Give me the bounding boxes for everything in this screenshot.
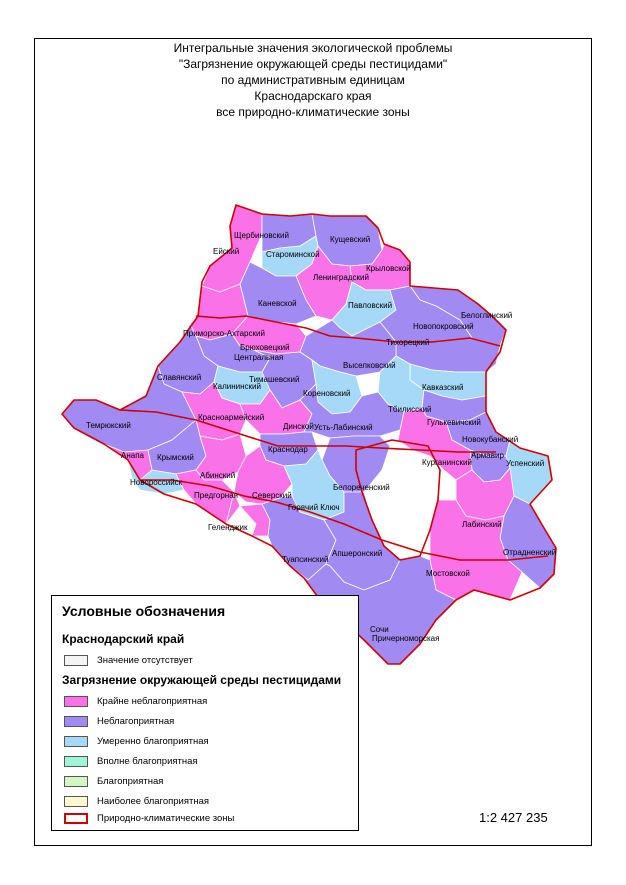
district-29-label: Успенский	[506, 459, 545, 468]
district-24-label: Динской	[283, 422, 314, 431]
legend-label-extreme: Крайне неблагоприятная	[97, 695, 208, 707]
district-11-label: Брюховецкий	[240, 343, 290, 352]
district-40-label: Геленджик	[208, 523, 248, 532]
legend-row-fully	[64, 754, 198, 768]
district-21-label: Гулькевичский	[427, 418, 481, 427]
district-13-label: Центральная	[234, 353, 284, 362]
legend-title: Условные обозначения	[62, 603, 226, 619]
legend	[51, 595, 359, 831]
legend-swatch-no-value	[64, 655, 88, 666]
district-8-label: Белоглинский	[461, 311, 513, 320]
district-26-label: Новокубанский	[462, 435, 519, 444]
legend-swatch-moderate	[64, 736, 88, 747]
district-28-label: Армавир	[471, 451, 504, 460]
district-19-label: Кореновский	[303, 389, 351, 398]
legend-row-best	[64, 794, 209, 808]
scale-label: 1:2 427 235	[479, 810, 548, 825]
district-9-label: Новопокровский	[413, 322, 474, 331]
legend-row-moderate	[64, 734, 209, 748]
legend-swatch-favorable	[64, 776, 88, 787]
district-39-label: Лабинский	[462, 520, 502, 529]
district-7-label: Павловский	[348, 301, 393, 310]
district-42-label: Туапсинский	[282, 555, 329, 564]
district-30-label: Анапа	[121, 451, 144, 460]
legend-pesticide-heading: Загрязнение окружающей среды пестицидами	[62, 673, 342, 687]
district-1-label: Щербиновский	[234, 231, 289, 240]
legend-label-no-value: Значение отсутствует	[97, 654, 193, 666]
district-25-label: Усть-Лабинский	[314, 423, 373, 432]
district-20-label: Тбилисский	[388, 405, 432, 414]
legend-label-best: Наиболее благоприятная	[97, 795, 210, 807]
legend-swatch-fully	[64, 756, 88, 767]
district-6-label: Каневской	[258, 299, 297, 308]
district-17-label: Выселковский	[343, 361, 396, 370]
district-5-label: Ленинградский	[313, 273, 369, 282]
district-0-label: Ейский	[213, 247, 240, 256]
district-2-label: Кущевский	[330, 235, 371, 244]
district-22-label: Темрюкский	[86, 421, 131, 430]
district-35-label: Белореченский	[333, 483, 390, 492]
legend-label-moderate: Умеренно благоприятная	[97, 735, 209, 747]
district-33-label: Новороссийск	[130, 478, 183, 487]
legend-row-extreme	[64, 694, 207, 708]
district-46-label: Причерноморская	[372, 634, 440, 643]
legend-swatch-best	[64, 796, 88, 807]
district-37-label: Северский	[252, 491, 292, 500]
legend-label-favorable: Благоприятная	[97, 775, 164, 787]
legend-region-heading: Краснодарский край	[62, 632, 185, 646]
district-27-label: Краснодар	[268, 445, 308, 454]
district-12-label: Тихорецкий	[386, 338, 430, 347]
district-34-label: Абинский	[200, 471, 236, 480]
district-16-label: Тимашевский	[249, 375, 300, 384]
legend-row-no-value	[64, 653, 193, 667]
district-23-label: Красноармейский	[198, 413, 265, 422]
legend-label-zones: Природно-климатические зоны	[97, 812, 235, 824]
district-31-label: Крымский	[157, 453, 194, 462]
district-43-label: Апшеронский	[332, 549, 383, 558]
district-3-label: Староминской	[266, 250, 320, 259]
legend-label-unfavorable: Неблагоприятная	[97, 715, 175, 727]
legend-swatch-zones	[64, 813, 88, 824]
legend-label-fully: Вполне благоприятная	[97, 755, 198, 767]
district-15-label: Калининский	[213, 382, 261, 391]
title-line-1: Интегральные значения экологической проблемы	[173, 41, 453, 55]
title-line-2: "Загрязнение окружающей среды пестицидами"	[178, 57, 448, 71]
district-36-label: Предгорная	[194, 491, 238, 500]
title-line-4: Краснодарскаго края	[254, 89, 372, 103]
district-44-label: Мостовской	[426, 569, 470, 578]
legend-swatch-unfavorable	[64, 716, 88, 727]
district-10-label: Приморско-Ахтарский	[183, 329, 265, 338]
district-45-label: Сочи	[370, 625, 389, 634]
district-38-label: Горячий Ключ	[288, 503, 340, 512]
legend-row-zones	[64, 811, 234, 825]
legend-row-favorable	[64, 774, 163, 788]
legend-row-unfavorable	[64, 714, 174, 728]
legend-swatch-extreme	[64, 696, 88, 707]
title-line-5: все природно-климатические зоны	[216, 105, 410, 119]
district-18-label: Кавказский	[422, 383, 464, 392]
district-41-label: Отрадненский	[503, 548, 557, 557]
title-line-3: по административным единицам	[221, 73, 405, 87]
district-14-label: Славянский	[157, 373, 202, 382]
district-4-label: Крыловской	[366, 264, 411, 273]
district-32-label: Курганинский	[422, 458, 472, 467]
